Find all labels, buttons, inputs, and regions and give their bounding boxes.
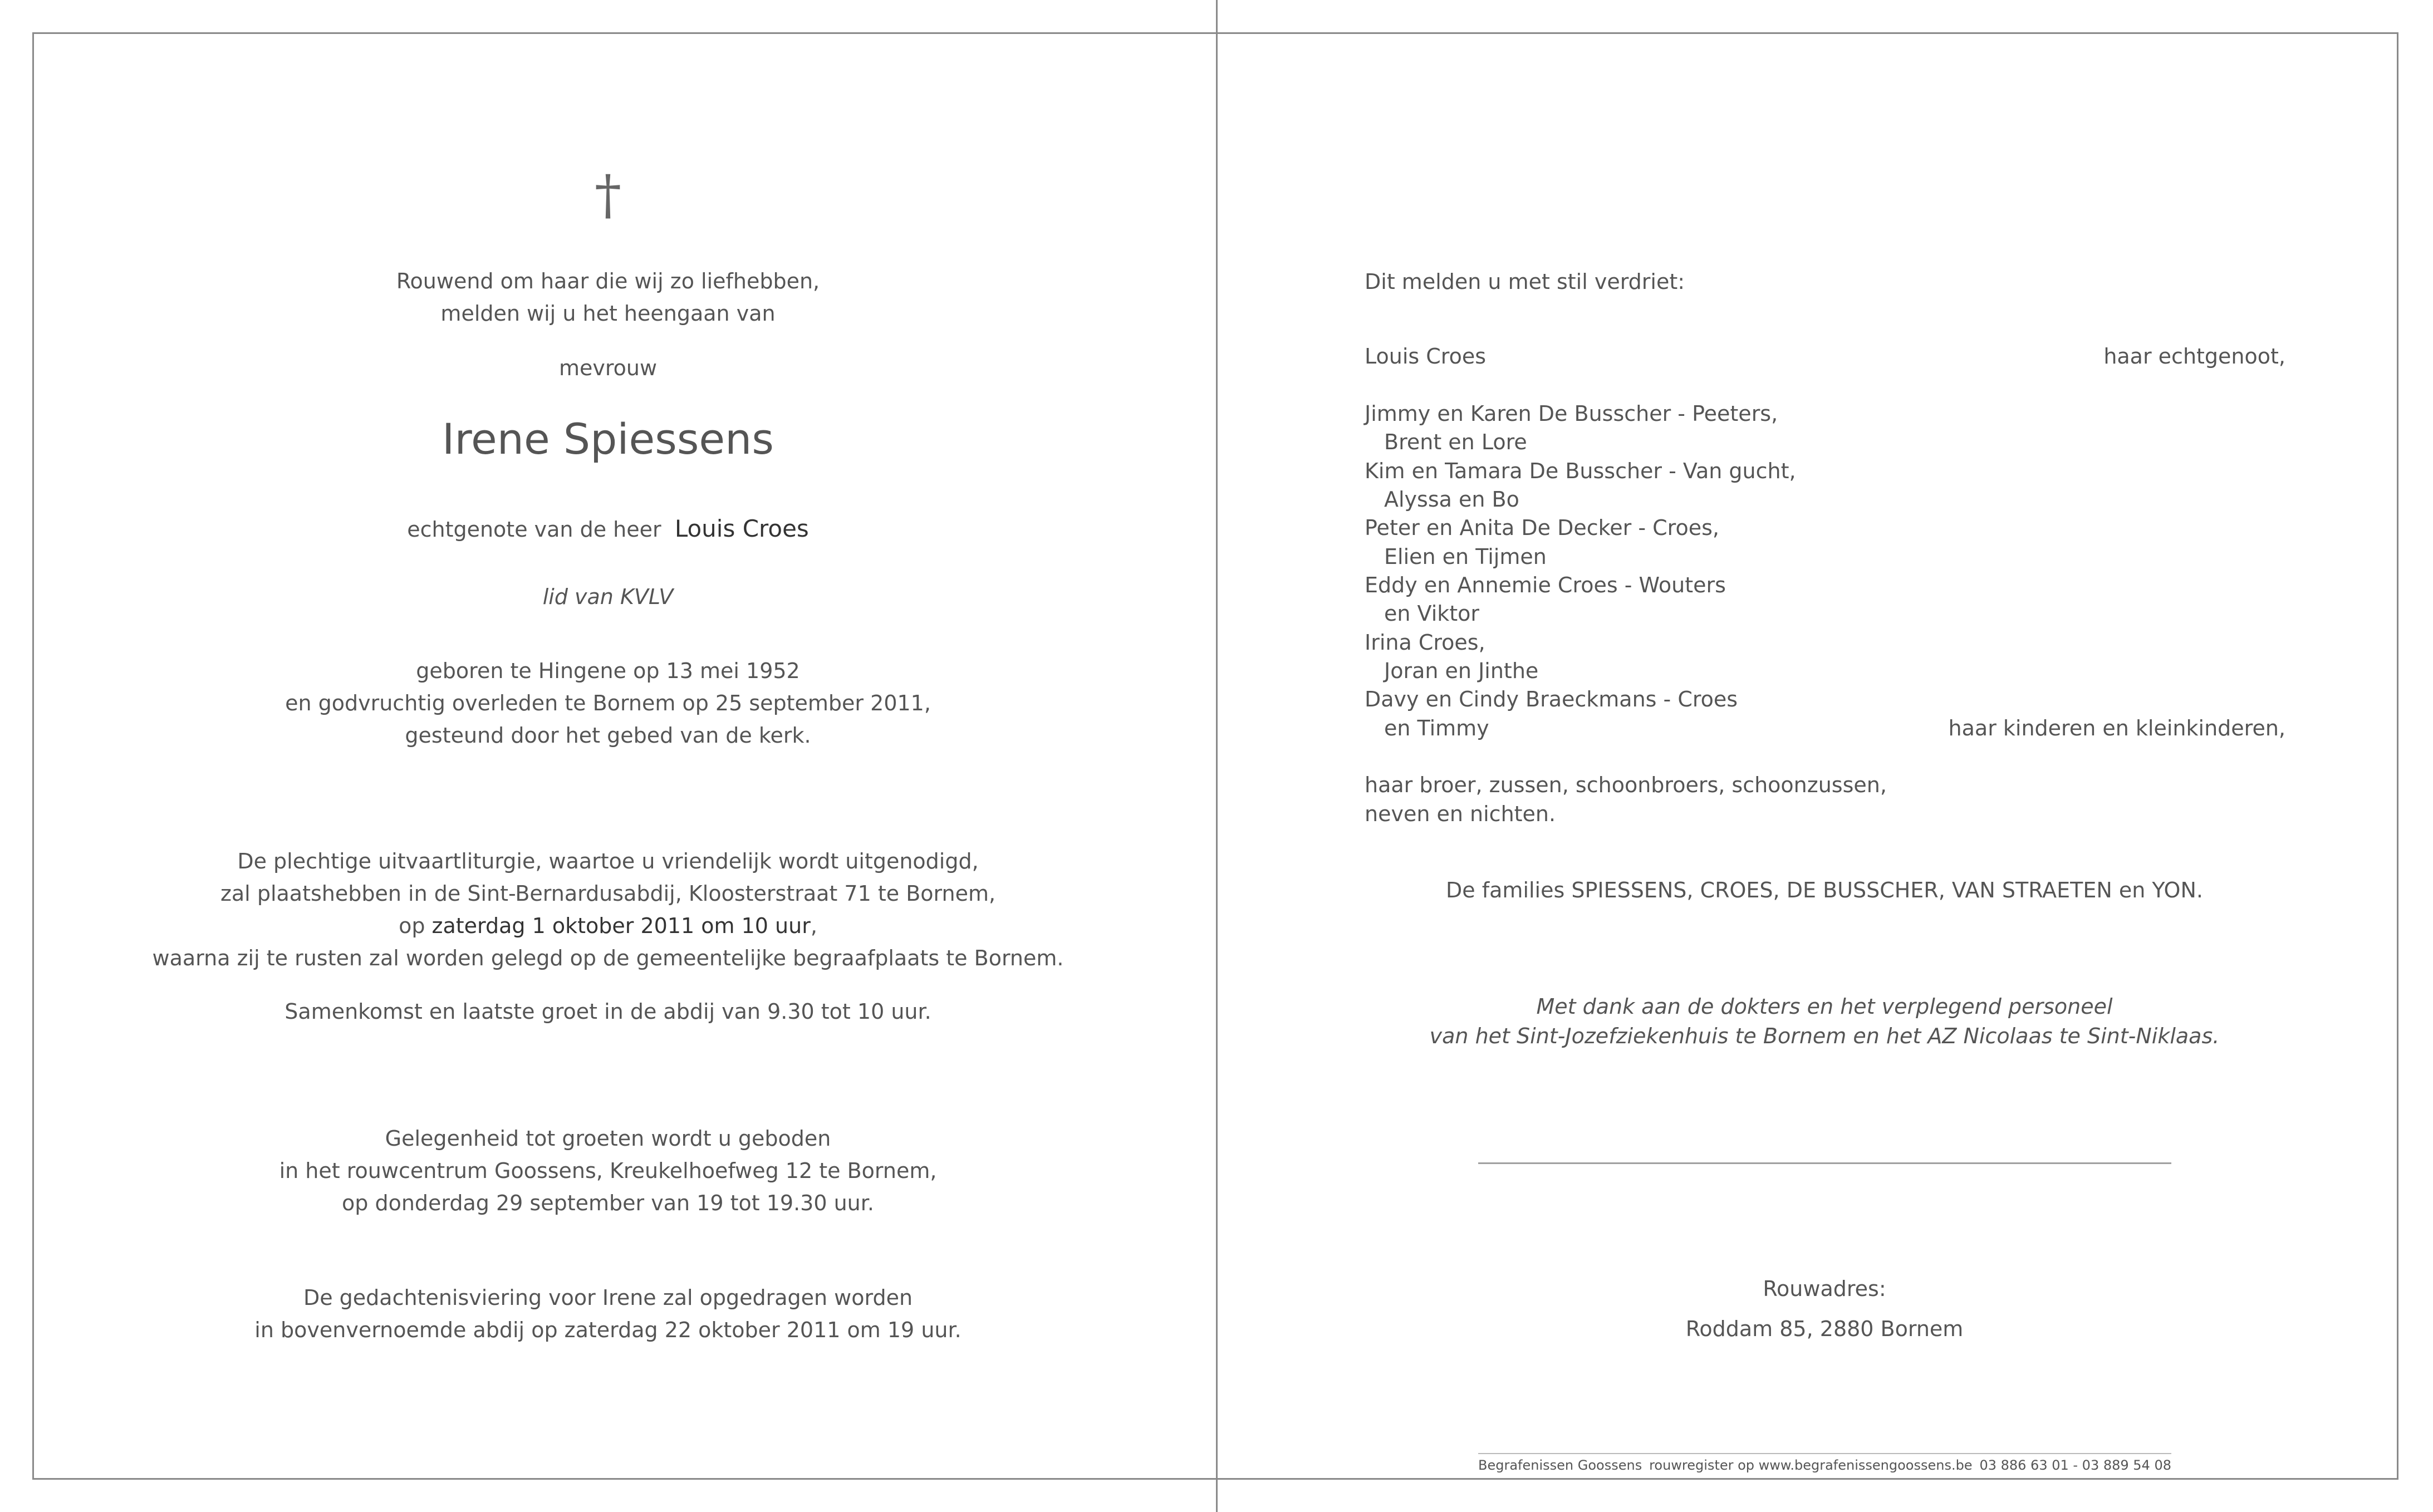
spouse-prefix: echtgenote van de heer bbox=[407, 517, 661, 542]
intro-line-2: melden wij u het heengaan van bbox=[440, 301, 776, 326]
intro-line-1: Rouwend om haar die wij zo liefhebben, bbox=[396, 269, 820, 293]
siblings-line-1: haar broer, zussen, schoonbroers, schoonzussen, bbox=[1365, 773, 1887, 797]
announcement: Dit melden u met stil verdriet: bbox=[1365, 269, 1685, 294]
grandchildren-5: Joran en Jinthe bbox=[1384, 659, 1539, 683]
spouse-name: Louis Croes bbox=[674, 515, 809, 542]
footer-company: Begrafenissen Goossens bbox=[1478, 1457, 1642, 1473]
children-role: haar kinderen en kleinkinderen, bbox=[1948, 716, 2285, 740]
footer-register: rouwregister op www.begrafenissengoossens.be bbox=[1649, 1457, 1973, 1473]
liturgy-line-3 bbox=[399, 910, 817, 942]
membership: lid van KVLV bbox=[542, 585, 674, 609]
thanks-line-1: Met dank aan de dokters en het verplegend personeel bbox=[1536, 994, 2113, 1019]
grandchildren-4: en Viktor bbox=[1384, 601, 1480, 626]
footer-phone: 03 886 63 01 - 03 889 54 08 bbox=[1979, 1457, 2171, 1473]
thanks-line-2: van het Sint-Jozefziekenhuis te Bornem en het AZ Nicolaas te Sint-Niklaas. bbox=[1429, 1024, 2220, 1048]
condolence-line-1: Gelegenheid tot groeten wordt u geboden bbox=[385, 1126, 831, 1151]
child-4: Eddy en Annemie Croes - Wouters bbox=[1365, 573, 1726, 597]
husband-name: Louis Croes bbox=[1365, 344, 1487, 369]
condolence-line-2: in het rouwcentrum Goossens, Kreukelhoefweg 12 te Bornem, bbox=[279, 1158, 937, 1183]
address: Roddam 85, 2880 Bornem bbox=[1685, 1317, 1964, 1341]
child-5: Irina Croes, bbox=[1365, 630, 1485, 655]
liturgy-date: zaterdag 1 oktober 2011 om 10 uur bbox=[431, 914, 811, 938]
child-1: Jimmy en Karen De Busscher - Peeters, bbox=[1365, 401, 1778, 426]
church-line: gesteund door het gebed van de kerk. bbox=[405, 723, 811, 748]
separator-line bbox=[1478, 1162, 2171, 1164]
liturgy-line-1: De plechtige uitvaartliturgie, waartoe u vriendelijk wordt uitgenodigd, bbox=[237, 849, 979, 873]
condolence-line-3: op donderdag 29 september van 19 tot 19.30 uur. bbox=[342, 1191, 874, 1215]
liturgy-suffix: , bbox=[810, 914, 817, 938]
card-fold-line bbox=[1216, 0, 1218, 1512]
child-2: Kim en Tamara De Busscher - Van gucht, bbox=[1365, 459, 1796, 483]
liturgy-prefix: op bbox=[399, 914, 425, 938]
birth-line: geboren te Hingene op 13 mei 1952 bbox=[416, 659, 800, 683]
gathering-line: Samenkomst en laatste groet in de abdij van 9.30 tot 10 uur. bbox=[284, 999, 931, 1024]
footer-line bbox=[1478, 1453, 2171, 1454]
card-border bbox=[32, 32, 2398, 1480]
liturgy-line-2: zal plaatshebben in de Sint-Bernardusabdij, Kloosterstraat 71 te Bornem, bbox=[220, 881, 996, 906]
grandchildren-1: Brent en Lore bbox=[1384, 430, 1527, 454]
grandchildren-6: en Timmy bbox=[1384, 716, 1489, 740]
families-line: De families SPIESSENS, CROES, DE BUSSCHER, VAN STRAETEN en YON. bbox=[1446, 878, 2203, 902]
child-6: Davy en Cindy Braeckmans - Croes bbox=[1365, 687, 1738, 711]
footer bbox=[1478, 1455, 2171, 1475]
grandchildren-3: Elien en Tijmen bbox=[1384, 544, 1547, 569]
deceased-name: Irene Spiessens bbox=[442, 414, 774, 464]
liturgy-line-4: waarna zij te rusten zal worden gelegd op de gemeentelijke begraafplaats te Bornem. bbox=[152, 946, 1064, 970]
death-line: en godvruchtig overleden te Bornem op 25 september 2011, bbox=[285, 691, 931, 715]
husband-role: haar echtgenoot, bbox=[2103, 344, 2285, 369]
cross-icon: † bbox=[595, 164, 621, 226]
address-label: Rouwadres: bbox=[1763, 1277, 1886, 1301]
siblings-line-2: neven en nichten. bbox=[1365, 802, 1556, 826]
title: mevrouw bbox=[558, 356, 658, 380]
grandchildren-2: Alyssa en Bo bbox=[1384, 487, 1519, 512]
memorial-line-2: in bovenvernoemde abdij op zaterdag 22 oktober 2011 om 19 uur. bbox=[254, 1318, 962, 1342]
child-3: Peter en Anita De Decker - Croes, bbox=[1365, 516, 1719, 540]
spouse-line bbox=[407, 513, 809, 546]
memorial-line-1: De gedachtenisviering voor Irene zal opgedragen worden bbox=[303, 1285, 913, 1310]
